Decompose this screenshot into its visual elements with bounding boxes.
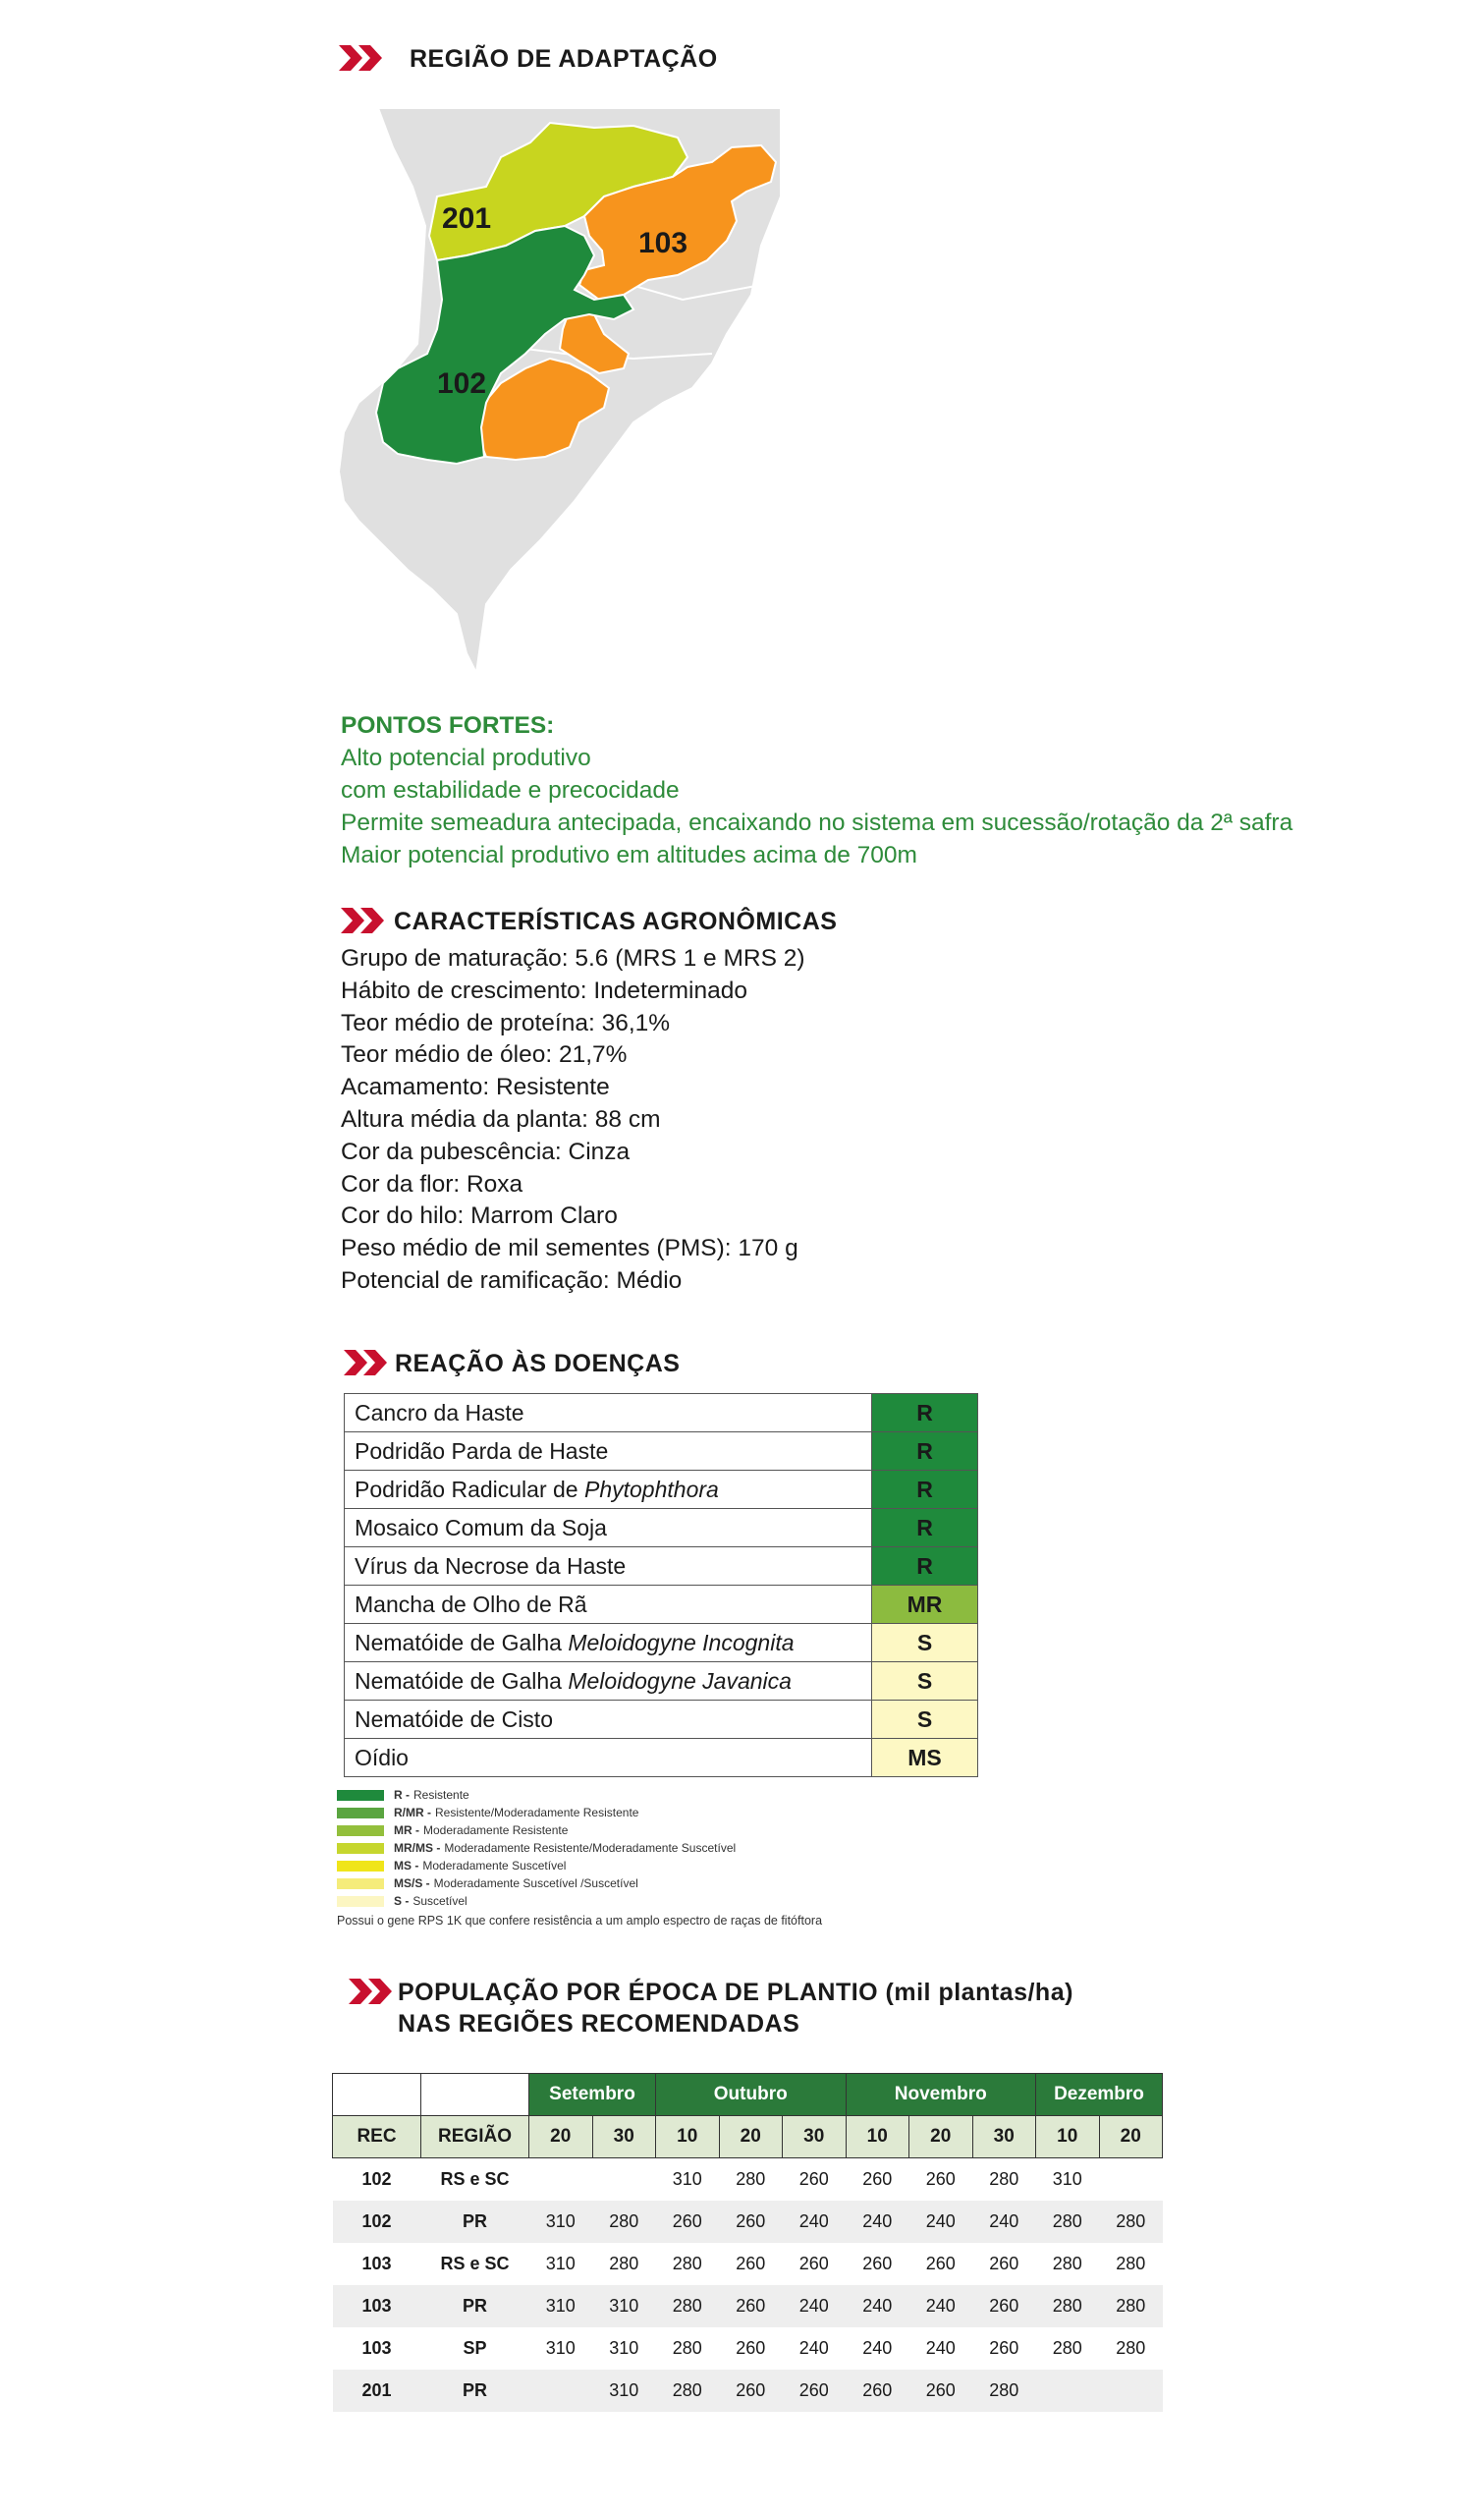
population-value-cell: 280 [1099,2201,1163,2243]
legend-code: R/MR - [394,1806,431,1819]
population-value-cell: 280 [1099,2285,1163,2327]
population-value-cell: 280 [989,2168,1019,2189]
disease-row [345,1394,978,1432]
population-value-cell: 310 [672,2168,702,2189]
disease-row [345,1471,978,1509]
population-value-cell: 310 [592,2285,656,2327]
population-value-cell [1036,2370,1100,2412]
diseases-title: REAÇÃO ÀS DOENÇAS [395,1350,681,1377]
population-value-cell: 280 [1052,2253,1082,2273]
legend-description: Resistente/Moderadamente Resistente [435,1806,639,1819]
disease-reaction: R [872,1471,978,1509]
population-value-cell: 280 [656,2285,720,2327]
disease-legend [337,1786,822,1928]
legend-description: Suscetível [412,1894,467,1908]
region-header [339,43,718,76]
legend-description: Moderadamente Resistente/Moderadamente Suscetível [444,1841,737,1855]
population-title-line1: POPULAÇÃO POR ÉPOCA DE PLANTIO (mil plantas/ha) [398,1979,1073,2006]
rec-cell: 102 [333,2201,421,2243]
day-header: 10 [1036,2116,1100,2158]
strengths-block [341,709,1441,871]
population-row [333,2327,1163,2370]
disease-name [345,1547,872,1586]
day-header: 30 [972,2116,1036,2158]
legend-swatch [337,1808,384,1818]
disease-row [345,1509,978,1547]
population-title-line2: NAS REGIÕES RECOMENDADAS [398,2010,800,2038]
legend-item [337,1874,822,1892]
disease-reaction: MR [872,1586,978,1624]
rec-column-header: REC [333,2116,421,2158]
rec-cell: 103 [333,2285,421,2327]
population-value-cell: 280 [592,2201,656,2243]
population-value-cell: 260 [719,2370,783,2412]
population-value-cell: 260 [925,2253,956,2273]
legend-swatch [337,1825,384,1836]
day-header: 20 [1099,2116,1163,2158]
population-value-cell: 260 [862,2253,893,2273]
day-header-row [333,2116,1163,2158]
legend-item [337,1786,822,1804]
population-value-cell: 260 [846,2370,909,2412]
legend-code: MS/S - [394,1876,430,1890]
disease-name-text: Podridão Parda de Haste [355,1437,609,1464]
population-value-cell: 310 [545,2337,576,2358]
legend-note: Possui o gene RPS 1K que confere resistência a um amplo espectro de raças de fitóftora [337,1914,823,1928]
disease-reaction: R [872,1432,978,1471]
legend-description: Moderadamente Suscetível /Suscetível [433,1876,638,1890]
legend-description: Moderadamente Resistente [423,1823,569,1837]
day-header: 20 [529,2116,593,2158]
population-value-cell: 240 [846,2285,909,2327]
population-value-cell: 240 [925,2337,956,2358]
disease-row [345,1662,978,1701]
characteristics-list [341,943,1225,1298]
population-value-cell: 260 [989,2337,1019,2358]
region-cell: PR [421,2370,529,2412]
population-value-cell [529,2370,593,2412]
month-dezembro: Dezembro [1036,2074,1163,2116]
population-value-cell: 280 [736,2168,766,2189]
population-value-cell: 310 [529,2201,593,2243]
population-value-cell: 260 [925,2168,956,2189]
population-table [332,2073,1163,2412]
day-header: 10 [846,2116,909,2158]
characteristic-item: Cor do hilo: Marrom Claro [341,1202,618,1230]
characteristic-item: Peso médio de mil sementes (PMS): 170 g [341,1235,798,1262]
month-novembro: Novembro [846,2074,1036,2116]
population-value-cell: 280 [1116,2337,1146,2358]
legend-swatch [337,1790,384,1801]
day-header: 20 [909,2116,973,2158]
legend-description: Moderadamente Suscetível [422,1859,567,1872]
population-value-cell: 260 [909,2370,973,2412]
disease-row [345,1739,978,1777]
disease-name-text: Cancro da Haste [355,1399,524,1425]
population-value-cell: 280 [609,2253,639,2273]
disease-name [345,1509,872,1547]
legend-item [337,1821,822,1839]
population-row [333,2285,1163,2327]
day-header: 30 [783,2116,847,2158]
population-value-cell [529,2158,593,2201]
disease-name-text: Oídio [355,1744,409,1770]
double-chevron-icon [341,908,388,933]
disease-name [345,1739,872,1777]
population-value-cell [1099,2158,1163,2201]
region-cell: RS e SC [440,2168,510,2189]
legend-item [337,1892,822,1910]
region-cell: RS e SC [440,2253,510,2273]
population-value-cell: 260 [798,2253,829,2273]
legend-item [337,1804,822,1821]
legend-description: Resistente [413,1788,469,1802]
map-label-103: 103 [638,227,688,259]
disease-name-text: Mosaico Comum da Soja [355,1514,607,1540]
disease-name [345,1662,872,1701]
disease-name-text: Nematóide de Cisto [355,1705,553,1732]
characteristics-header [341,906,837,938]
legend-code: MR/MS - [394,1841,441,1855]
disease-table [344,1393,978,1777]
population-value-cell: 240 [846,2201,909,2243]
characteristic-item: Teor médio de proteína: 36,1% [341,1009,671,1036]
population-value-cell: 260 [736,2337,766,2358]
double-chevron-icon [344,1350,391,1375]
disease-name [345,1701,872,1739]
region-cell: PR [421,2201,529,2243]
population-value-cell: 280 [656,2370,720,2412]
day-header: 10 [656,2116,720,2158]
day-header: 20 [719,2116,783,2158]
population-value-cell: 280 [1052,2337,1082,2358]
rec-cell: 103 [361,2337,392,2358]
population-row [333,2370,1163,2412]
day-header: 30 [592,2116,656,2158]
population-row [333,2201,1163,2243]
disease-name-text: Nematóide de Galha [355,1667,569,1694]
month-header-row [333,2074,1163,2116]
population-value-cell: 240 [862,2337,893,2358]
disease-reaction: S [872,1701,978,1739]
population-value-cell: 310 [592,2370,656,2412]
adaptation-map [339,108,781,673]
legend-swatch [337,1878,384,1889]
population-value-cell: 260 [798,2168,829,2189]
disease-row [345,1586,978,1624]
characteristics-title: CARACTERÍSTICAS AGRONÔMICAS [394,908,838,935]
population-row [333,2243,1163,2285]
characteristic-item: Teor médio de óleo: 21,7% [341,1041,628,1069]
population-value-cell: 280 [1036,2201,1100,2243]
disease-name-italic: Meloidogyne Incognita [568,1629,795,1655]
region-title: REGIÃO DE ADAPTAÇÃO [410,45,718,73]
characteristic-item: Potencial de ramificação: Médio [341,1266,683,1294]
population-value-cell: 260 [719,2201,783,2243]
disease-name-italic: Phytophthora [583,1476,719,1502]
disease-row [345,1701,978,1739]
map-label-201: 201 [442,202,492,235]
disease-row [345,1624,978,1662]
disease-name [345,1394,872,1432]
map-label-102: 102 [437,367,487,400]
characteristic-item: Cor da flor: Roxa [341,1170,523,1198]
rec-cell: 102 [361,2168,392,2189]
disease-reaction: MS [872,1739,978,1777]
population-value-cell [1099,2370,1163,2412]
disease-reaction: S [872,1624,978,1662]
empty-header-cell [333,2074,421,2116]
characteristic-item: Acamamento: Resistente [341,1074,610,1101]
legend-swatch [337,1896,384,1907]
disease-row [345,1432,978,1471]
characteristic-item: Altura média da planta: 88 cm [341,1105,661,1133]
disease-name-text: Podridão Radicular de [355,1476,584,1502]
disease-name-text: Nematóide de Galha [355,1629,569,1655]
population-value-cell: 260 [862,2168,893,2189]
legend-code: R - [394,1788,410,1802]
disease-reaction: R [872,1394,978,1432]
disease-name [345,1624,872,1662]
characteristic-item: Cor da pubescência: Cinza [341,1138,631,1165]
strengths-line: com estabilidade e precocidade [341,777,680,804]
month-outubro: Outubro [656,2074,847,2116]
characteristic-item: Grupo de maturação: 5.6 (MRS 1 e MRS 2) [341,945,805,972]
population-value-cell: 260 [972,2285,1036,2327]
population-value-cell: 240 [783,2285,847,2327]
rec-cell: 201 [333,2370,421,2412]
population-value-cell: 260 [783,2370,847,2412]
legend-item [337,1857,822,1874]
population-value-cell: 260 [719,2285,783,2327]
population-value-cell: 280 [1116,2253,1146,2273]
legend-item [337,1839,822,1857]
population-value-cell: 260 [736,2253,766,2273]
population-value-cell: 240 [783,2201,847,2243]
population-value-cell: 260 [656,2201,720,2243]
legend-code: MR - [394,1823,419,1837]
region-cell: SP [463,2337,487,2358]
empty-header-cell [421,2074,529,2116]
legend-code: MS - [394,1859,419,1872]
population-value-cell [592,2158,656,2201]
double-chevron-icon [339,45,386,71]
diseases-header [344,1348,680,1380]
disease-name-text: Mancha de Olho de Rã [355,1591,587,1617]
region-column-header: REGIÃO [421,2116,529,2158]
disease-name [345,1471,872,1509]
population-value-cell: 280 [672,2253,702,2273]
strengths-line: Alto potencial produtivo [341,745,591,771]
population-value-cell: 240 [798,2337,829,2358]
population-value-cell: 240 [972,2201,1036,2243]
population-value-cell: 280 [1036,2285,1100,2327]
population-value-cell: 280 [972,2370,1036,2412]
population-value-cell: 310 [1052,2168,1082,2189]
strengths-line: Permite semeadura antecipada, encaixando no sistema em sucessão/rotação da 2ª safra [341,810,1293,836]
population-value-cell: 260 [989,2253,1019,2273]
disease-row [345,1547,978,1586]
disease-name [345,1432,872,1471]
disease-reaction: S [872,1662,978,1701]
population-value-cell: 240 [909,2285,973,2327]
legend-code: S - [394,1894,410,1908]
disease-reaction: R [872,1509,978,1547]
population-row [333,2158,1163,2201]
disease-name-italic: Meloidogyne Javanica [568,1667,792,1694]
disease-reaction: R [872,1547,978,1586]
disease-name-text: Vírus da Necrose da Haste [355,1552,627,1579]
rec-cell: 103 [361,2253,392,2273]
strengths-title: PONTOS FORTES: [341,712,555,739]
population-value-cell: 310 [609,2337,639,2358]
disease-name [345,1586,872,1624]
characteristic-item: Hábito de crescimento: Indeterminado [341,977,747,1004]
region-cell: PR [421,2285,529,2327]
legend-swatch [337,1843,384,1854]
population-value-cell: 240 [909,2201,973,2243]
legend-swatch [337,1861,384,1872]
double-chevron-icon [349,1979,396,2004]
population-value-cell: 280 [672,2337,702,2358]
month-setembro: Setembro [529,2074,656,2116]
population-value-cell: 310 [529,2285,593,2327]
strengths-line: Maior potencial produtivo em altitudes acima de 700m [341,842,917,868]
population-value-cell: 310 [545,2253,576,2273]
population-header [349,1977,1073,2040]
